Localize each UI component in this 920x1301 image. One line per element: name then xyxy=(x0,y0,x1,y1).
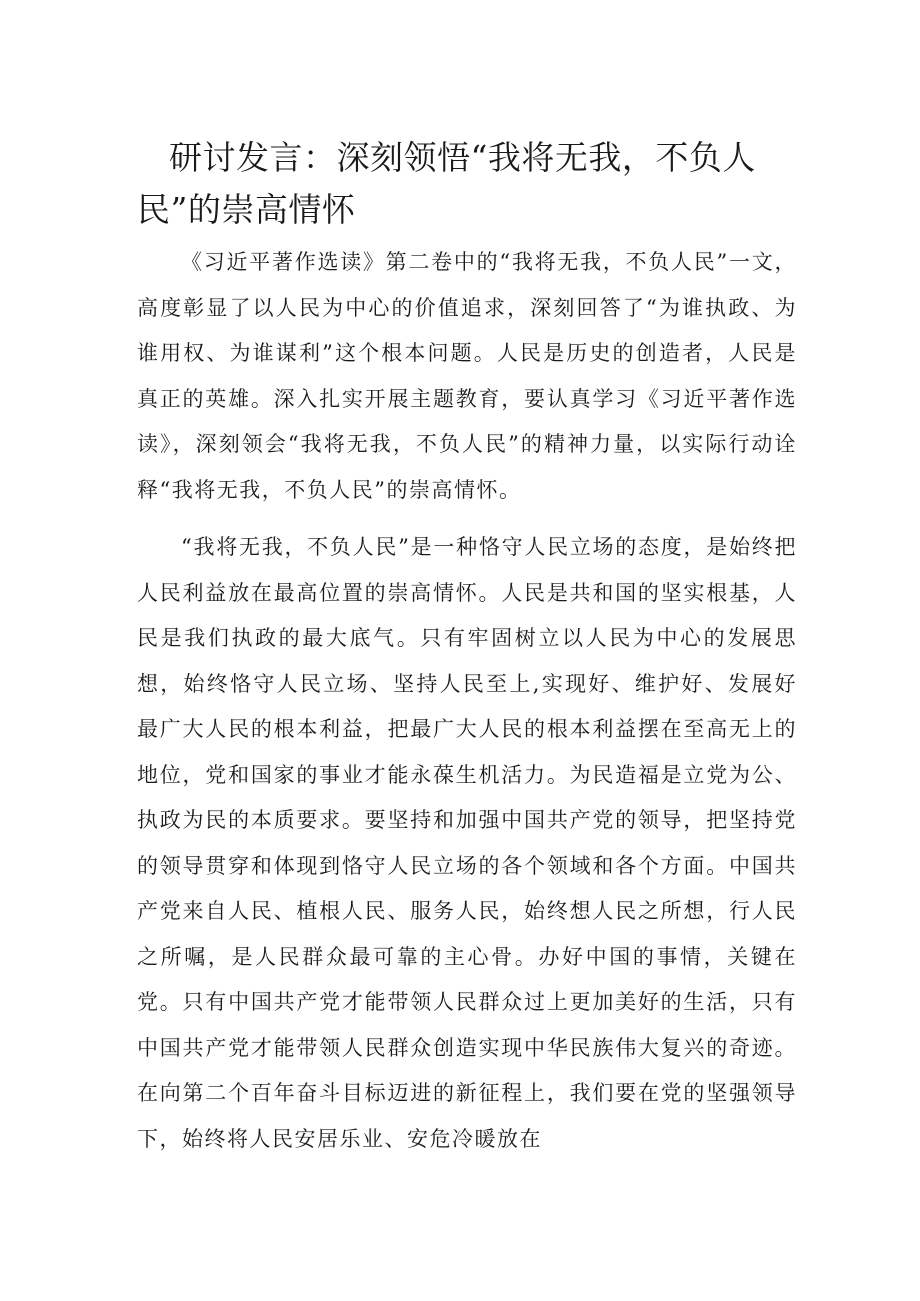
document-title: 研讨发言：深刻领悟“我将无我，不负人民”的崇高情怀 xyxy=(137,138,756,229)
paragraph-1: 《习近平著作选读》第二卷中的“我将无我，不负人民”一文，高度彰显了以人民为中心的价值追求，深刻回答了“为谁执政、为谁用权、为谁谋利”这个根本问题。人民是历史的创造者，人民是真正的英雄。深入扎实开展主题教育，要认真学习《习近平著作选读》，深刻领会“我将无我，不负人民”的精神力量，以实际行动诠释“我将无我，不负人民”的崇高情怀。 xyxy=(137,250,797,502)
document-body xyxy=(137,240,797,1162)
paragraph-2: “我将无我，不负人民”是一种恪守人民立场的态度，是始终把人民利益放在最高位置的崇高情怀。人民是共和国的坚实根基，人民是我们执政的最大底气。只有牢固树立以人民为中心的发展思想，始终恪守人民立场、坚持人民至上,实现好、维护好、发展好最广大人民的根本利益，把最广大人民的根本利益摆在至高无上的地位，党和国家的事业才能永葆生机活力。为民造福是立党为公、执政为民的本质要求。要坚持和加强中国共产党的领导，把坚持党的领导贯穿和体现到恪守人民立场的各个领域和各个方面。中国共产党来自人民、植根人民、服务人民，始终想人民之所想，行人民之所嘱，是人民群众最可靠的主心骨。办好中国的事情，关键在党。只有中国共产党才能带领人民群众过上更加美好的生活，只有中国共产党才能带领人民群众创造实现中华民族伟大复兴的奇迹。在向第二个百年奋斗目标迈进的新征程上，我们要在党的坚强领导下，始终将人民安居乐业、安危冷暖放在 xyxy=(137,535,797,1151)
